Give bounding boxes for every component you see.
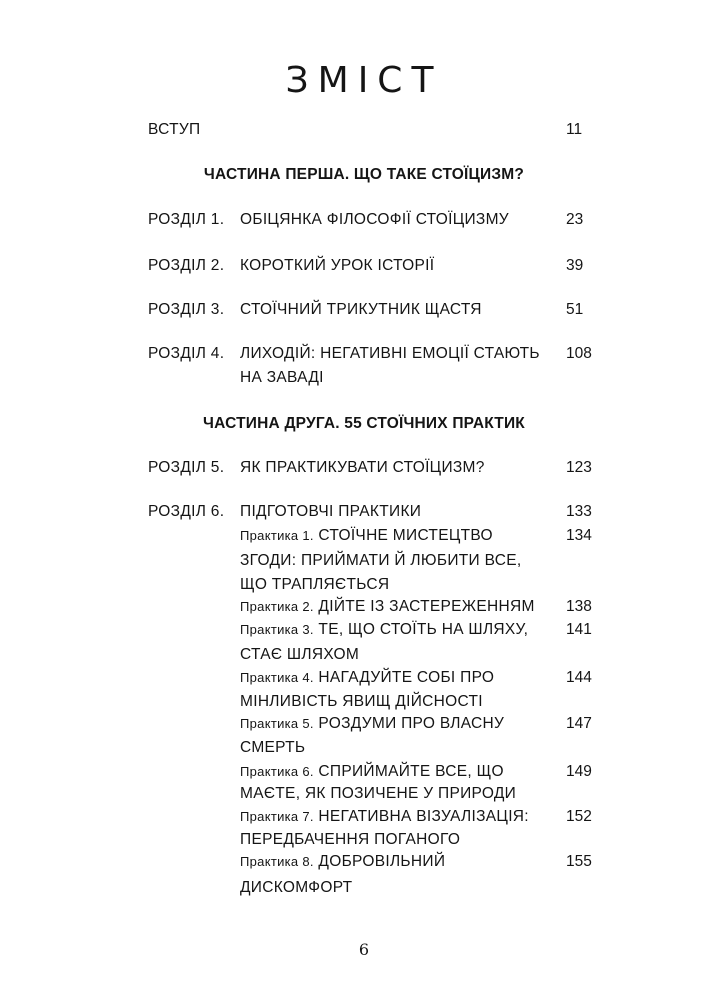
practice-title: НАГАДУЙТЕ СОБІ ПРО <box>318 669 495 686</box>
page-title: ЗМІСТ <box>285 60 443 101</box>
practice-label: Практика 7. <box>240 809 314 824</box>
practice-7-page: 152 <box>566 808 592 825</box>
practice-1-page: 134 <box>566 527 592 544</box>
practice-label: Практика 4. <box>240 670 314 685</box>
practice-1-line2: ЗГОДИ: ПРИЙМАТИ Й ЛЮБИТИ ВСЕ, <box>240 552 522 569</box>
chapter-1-label: РОЗДІЛ 1. <box>148 211 225 228</box>
practice-7-line2: ПЕРЕДБАЧЕННЯ ПОГАНОГО <box>240 831 461 848</box>
practice-3-page: 141 <box>566 621 592 638</box>
practice-5 <box>240 714 504 734</box>
practice-3 <box>240 620 528 640</box>
part-one-heading: ЧАСТИНА ПЕРША. ЩО ТАКЕ СТОЇЦИЗМ? <box>203 166 525 183</box>
practice-title: НЕГАТИВНА ВІЗУАЛІЗАЦІЯ: <box>318 808 529 825</box>
practice-3-line2: СТАЄ ШЛЯХОМ <box>240 646 360 663</box>
toc-entry-intro-page: 11 <box>566 121 583 138</box>
practice-title: СПРИЙМАЙТЕ ВСЕ, ЩО <box>318 763 504 780</box>
practice-label: Практика 5. <box>240 716 314 731</box>
chapter-5-title: ЯК ПРАКТИКУВАТИ СТОЇЦИЗМ? <box>240 459 485 476</box>
toc-entry-intro-label: ВСТУП <box>148 121 201 138</box>
practice-5-page: 147 <box>566 715 592 732</box>
practice-7 <box>240 807 529 827</box>
chapter-3-page: 51 <box>566 301 584 318</box>
chapter-5-page: 123 <box>566 459 592 476</box>
practice-title: ДОБРОВІЛЬНИЙ <box>318 853 446 870</box>
chapter-4-page: 108 <box>566 345 592 362</box>
practice-8 <box>240 852 445 872</box>
practice-1-line3: ЩО ТРАПЛЯЄТЬСЯ <box>240 576 390 593</box>
practice-4-page: 144 <box>566 669 592 686</box>
chapter-3-label: РОЗДІЛ 3. <box>148 301 225 318</box>
practice-label: Практика 1. <box>240 528 314 543</box>
chapter-3-title: СТОЇЧНИЙ ТРИКУТНИК ЩАСТЯ <box>240 301 482 318</box>
practice-title: СТОЇЧНЕ МИСТЕЦТВО <box>318 527 493 544</box>
chapter-2-title: КОРОТКИЙ УРОК ІСТОРІЇ <box>240 257 435 274</box>
chapter-4-title: ЛИХОДІЙ: НЕГАТИВНІ ЕМОЦІЇ СТАЮТЬ <box>240 345 540 362</box>
practice-title: РОЗДУМИ ПРО ВЛАСНУ <box>318 715 505 732</box>
practice-6 <box>240 762 504 782</box>
page-number: 6 <box>358 940 370 959</box>
chapter-1-title: ОБІЦЯНКА ФІЛОСОФІЇ СТОЇЦИЗМУ <box>240 211 509 228</box>
practice-label: Практика 6. <box>240 764 314 779</box>
practice-5-line2: СМЕРТЬ <box>240 739 306 756</box>
practice-title: ДІЙТЕ ІЗ ЗАСТЕРЕЖЕННЯМ <box>318 598 535 615</box>
chapter-5-label: РОЗДІЛ 5. <box>148 459 225 476</box>
practice-4 <box>240 668 494 688</box>
practice-title: ТЕ, ЩО СТОЇТЬ НА ШЛЯХУ, <box>318 621 529 638</box>
practice-8-page: 155 <box>566 853 592 870</box>
practice-8-line2: ДИСКОМФОРТ <box>240 879 353 896</box>
practice-1 <box>240 526 493 546</box>
practice-2-page: 138 <box>566 598 592 615</box>
practice-6-page: 149 <box>566 763 592 780</box>
part-two-heading: ЧАСТИНА ДРУГА. 55 СТОЇЧНИХ ПРАКТИК <box>203 415 525 432</box>
practice-2 <box>240 597 535 617</box>
practice-label: Практика 2. <box>240 599 314 614</box>
chapter-6-label: РОЗДІЛ 6. <box>148 503 225 520</box>
chapter-6-title: ПІДГОТОВЧІ ПРАКТИКИ <box>240 503 422 520</box>
chapter-1-page: 23 <box>566 211 584 228</box>
chapter-4-title-cont: НА ЗАВАДІ <box>240 369 324 386</box>
chapter-2-page: 39 <box>566 257 584 274</box>
chapter-6-page: 133 <box>566 503 592 520</box>
practice-4-line2: МІНЛИВІСТЬ ЯВИЩ ДІЙСНОСТІ <box>240 693 483 710</box>
practice-label: Практика 8. <box>240 854 314 869</box>
chapter-4-label: РОЗДІЛ 4. <box>148 345 225 362</box>
practice-label: Практика 3. <box>240 622 314 637</box>
chapter-2-label: РОЗДІЛ 2. <box>148 257 225 274</box>
practice-6-line2: МАЄТЕ, ЯК ПОЗИЧЕНЕ У ПРИРОДИ <box>240 785 517 802</box>
